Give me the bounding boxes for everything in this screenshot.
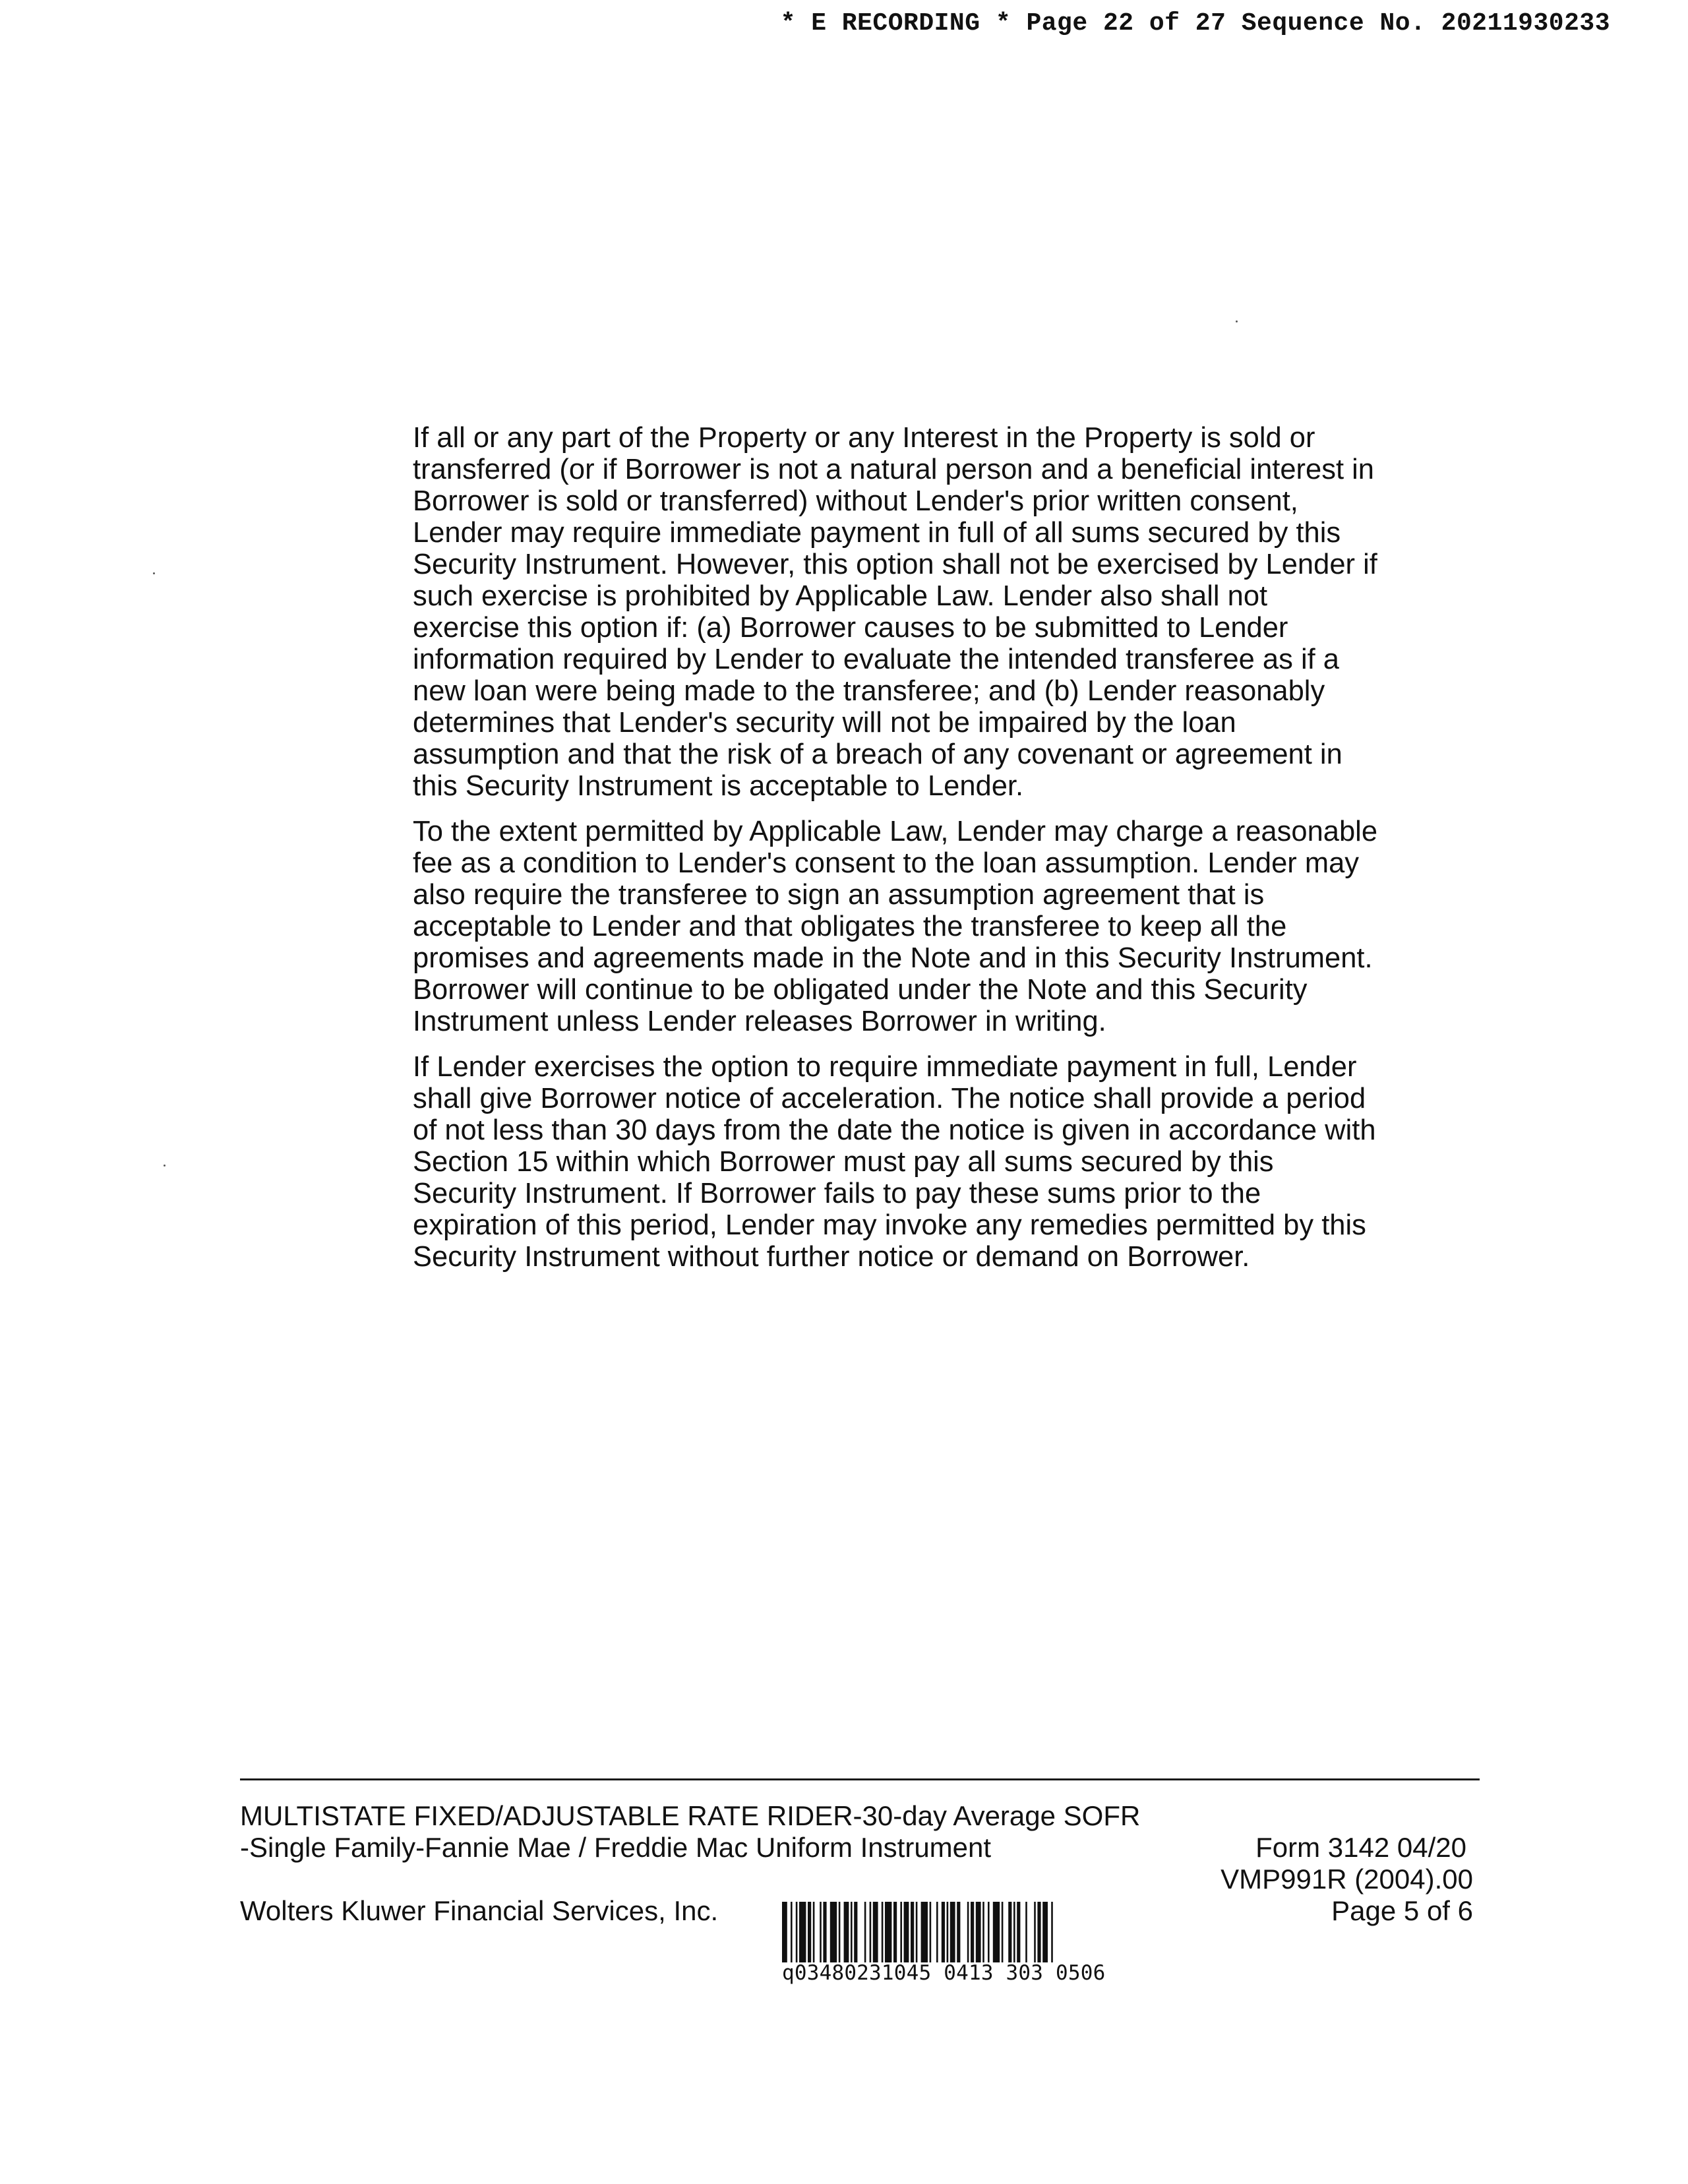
barcode-bar [900,1902,902,1962]
barcode-bar [942,1902,945,1962]
barcode-bar [864,1902,866,1962]
barcode-bar [830,1902,837,1962]
barcode-bar [1034,1902,1036,1962]
barcode-bar [1008,1902,1011,1962]
footer-divider [240,1778,1480,1780]
scan-speck [153,572,155,574]
scan-speck [164,1165,166,1167]
barcode-bar [1051,1902,1053,1962]
barcode-bar [870,1902,872,1962]
barcode-bar [1002,1902,1004,1962]
barcode-bar [796,1902,798,1962]
footer-title-line2: -Single Family-Fannie Mae / Freddie Mac Uniform Instrument [240,1832,992,1863]
barcode-bar [882,1902,884,1962]
barcode-bar [911,1902,914,1962]
barcode-bar [873,1902,878,1962]
barcode-bar [982,1902,984,1962]
barcode-bar [823,1902,826,1962]
barcode-bar [808,1902,811,1962]
barcode-bar [904,1902,909,1962]
paragraph-assumption-fee: To the extent permitted by Applicable Law, Lender may charge a reasonable fee as a condition to Lender's consent to the loan assumption. Lender may also require the transferee to sign an assumption agreement that is acceptable to Lender and that obligates the transferee to keep all the promises and agreements made in the Note and in this Security Instrument. Borrower will continue to be obligated under the Note and this Security Instrument unless Lender releases Borrower in writing. [413,816,1378,1037]
publisher-name: Wolters Kluwer Financial Services, Inc. [240,1895,719,1926]
barcode-bar [813,1902,815,1962]
barcode-bar [947,1902,949,1962]
recording-header: * E RECORDING * Page 22 of 27 Sequence No. 20211930233 [780,9,1610,38]
barcode-bar [782,1902,787,1962]
barcode-bar [820,1902,822,1962]
barcode-bar [1025,1902,1027,1962]
footer-title-line1: MULTISTATE FIXED/ADJUSTABLE RATE RIDER-30-day Average SOFR [240,1800,1141,1831]
barcode-bar [791,1902,793,1962]
page-label: Page 5 of 6 [1331,1895,1473,1926]
barcode-bar [1042,1902,1048,1962]
barcode-bar [993,1902,1000,1962]
barcode-bar [893,1902,897,1962]
barcode-bar [1017,1902,1020,1962]
barcode-bar [967,1902,969,1962]
barcode-bar [988,1902,990,1962]
barcode-bar [854,1902,857,1962]
rider-body-text [413,422,1382,1287]
barcode-bar [971,1902,974,1962]
barcode-bar [851,1902,853,1962]
barcode-bar [1013,1902,1015,1962]
vmp-code: VMP991R (2004).00 [1221,1864,1473,1895]
barcode-bar [916,1902,918,1962]
barcode-bar [1037,1902,1040,1962]
barcode-bar [976,1902,981,1962]
barcode-bar [936,1902,938,1962]
barcode [782,1902,1237,1962]
form-number: Form 3142 04/20 [1255,1832,1466,1863]
barcode-number: q03480231045 0413 303 0506 [782,1961,1106,1985]
barcode-bar [957,1902,960,1962]
barcode-bar [930,1902,932,1962]
paragraph-acceleration-notice: If Lender exercises the option to require immediate payment in full, Lender shall give Borrower notice of acceleration. The notice shall provide a period of not less than 30 days from the date the notice is given in accordance with Section 15 within which Borrower must pay all sums secured by this Security Instrument. If Borrower fails to pay these sums prior to the expiration of this period, Lender may invoke any remedies permitted by this Security Instrument without further notice or demand on Borrower. [413,1051,1376,1273]
barcode-bar [921,1902,928,1962]
paragraph-transfer: If all or any part of the Property or any Interest in the Property is sold or transferred (or if Borrower is not a natural person and a beneficial interest in Borrower is sold or transferred) without Lender's prior written consent, Lender may require immediate payment in full of all sums secured by this Security Instrument. However, this option shall not be exercised by Lender if such exercise is prohibited by Applicable Law. Lender also shall not exercise this option if: (a) Borrower causes to be submitted to Lender information required by Lender to evaluate the intended transferee as if a new loan were being made to the transferee; and (b) Lender reasonably determines that Lender's security will not be impaired by the loan assumption and that the risk of a breach of any covenant or agreement in this Security Instrument is acceptable to Lender. [413,422,1377,802]
barcode-bar [844,1902,849,1962]
barcode-bar [839,1902,841,1962]
barcode-bar [799,1902,806,1962]
barcode-bar [950,1902,955,1962]
scan-speck [1236,320,1238,322]
barcode-bar [885,1902,891,1962]
